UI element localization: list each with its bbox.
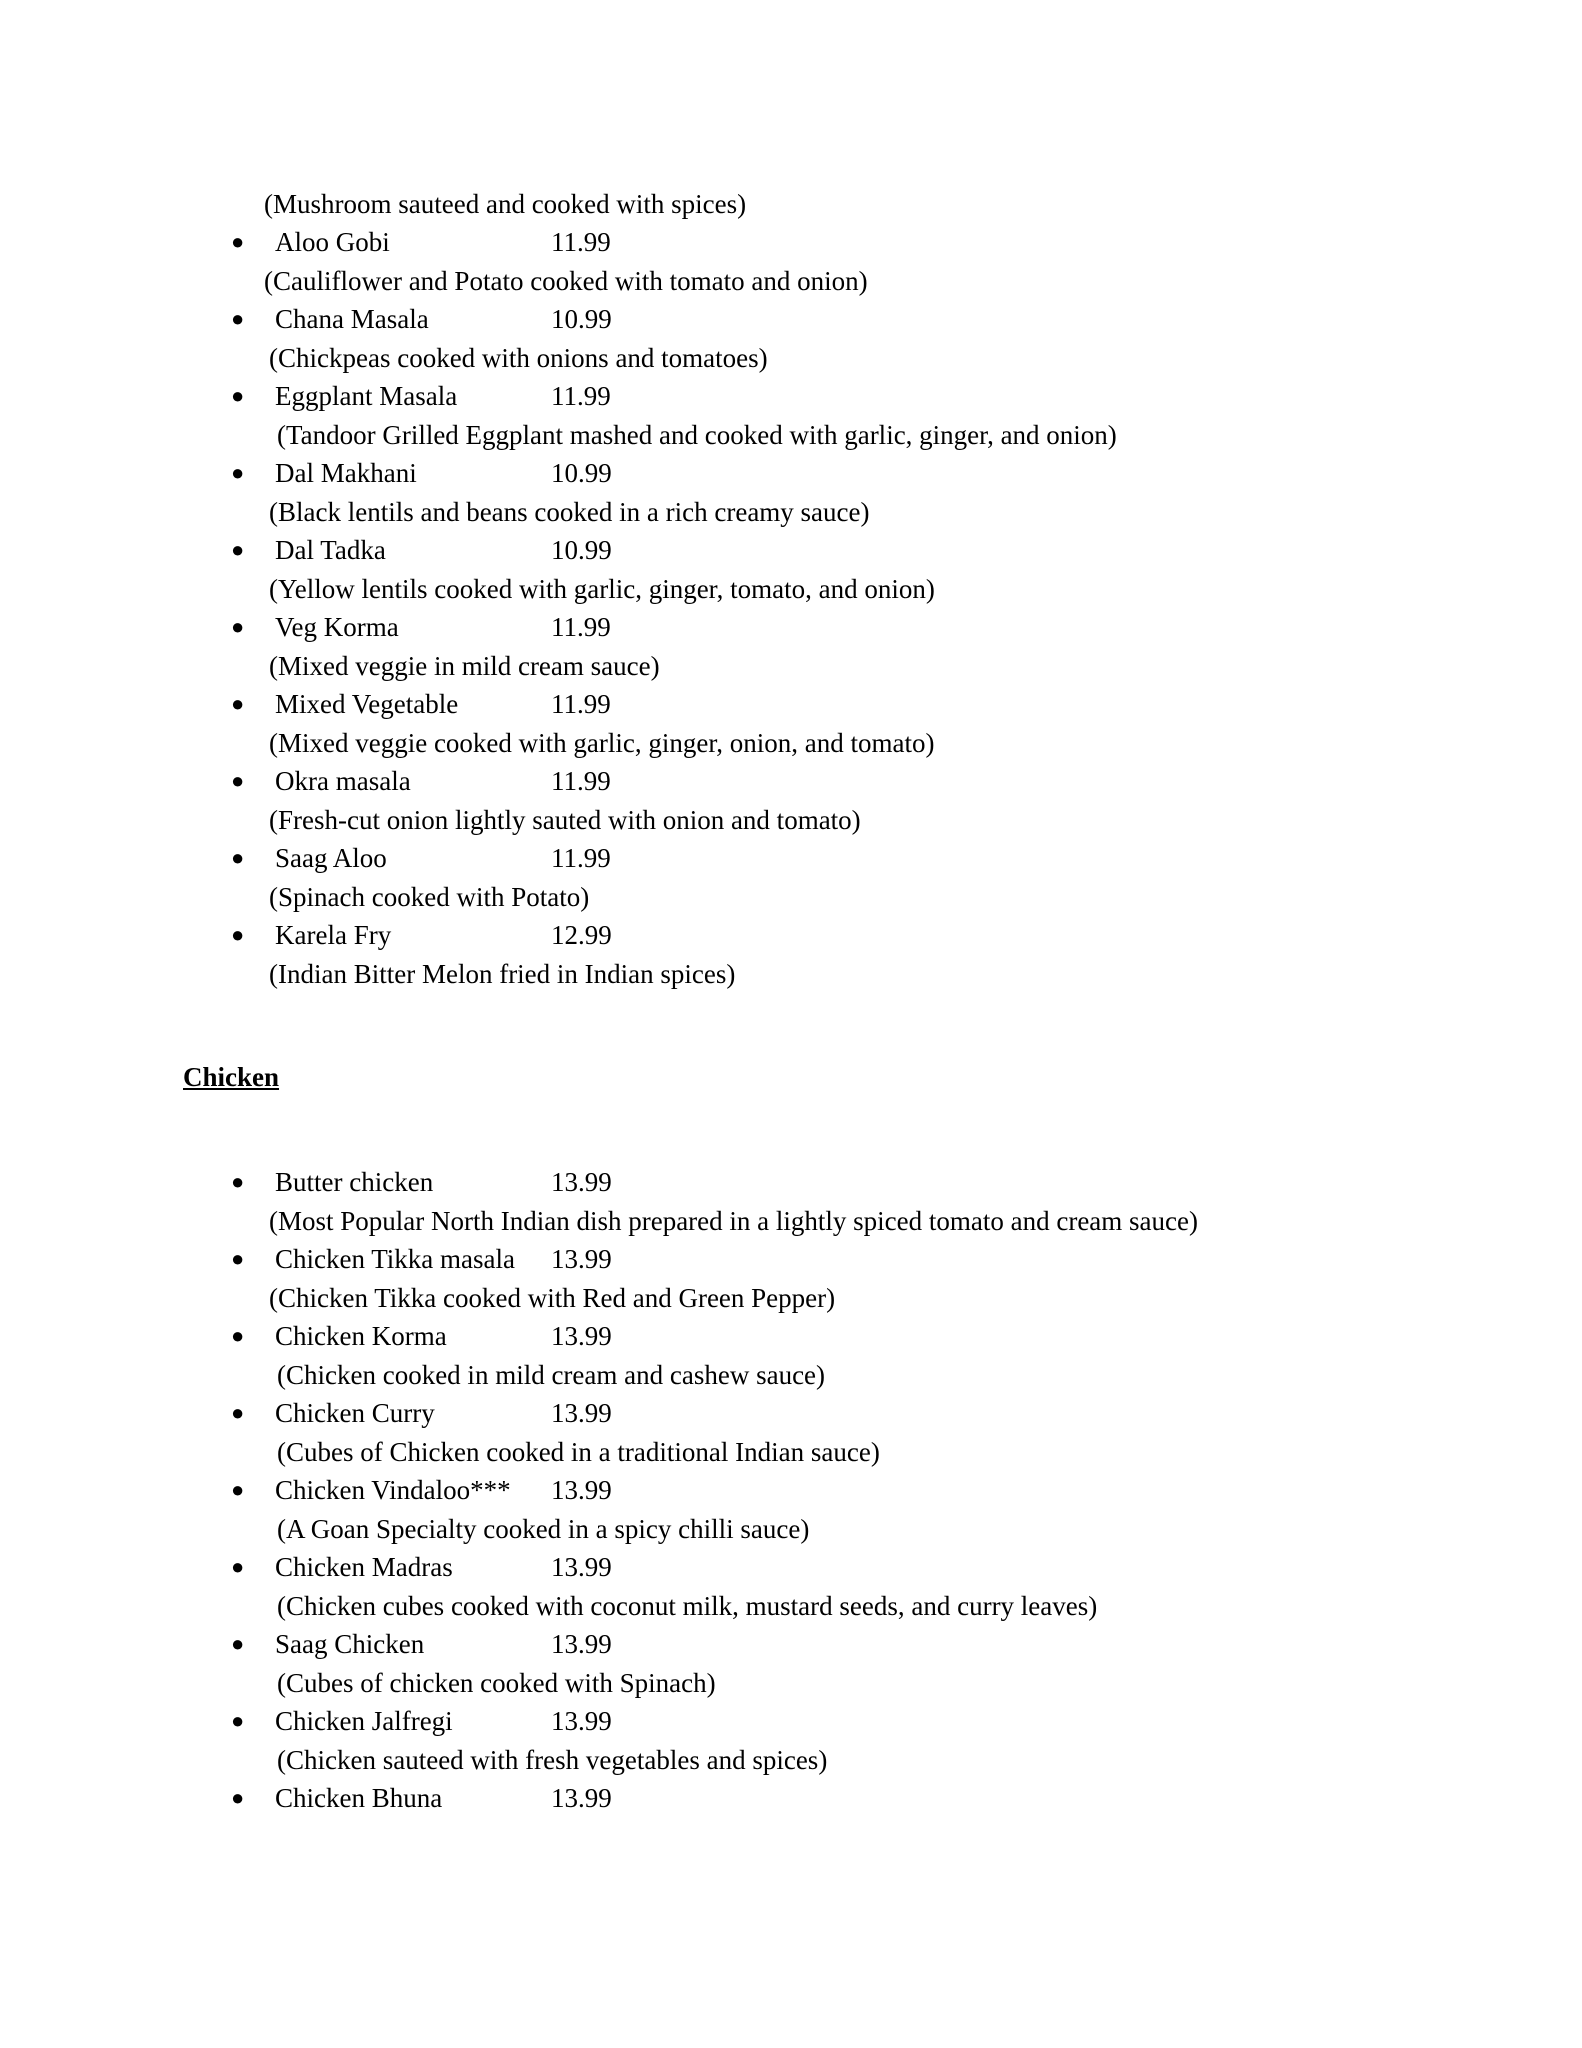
item-description: (Chicken cooked in mild cream and cashew sauce) — [277, 1360, 826, 1390]
bullet-icon: ● — [231, 306, 245, 331]
item-description: (Tandoor Grilled Eggplant mashed and cooked with garlic, ginger, and onion) — [277, 420, 1117, 450]
item-price: 13.99 — [551, 1475, 612, 1505]
item-description: (Cauliflower and Potato cooked with tomato and onion) — [264, 266, 868, 296]
item-name: Karela Fry — [275, 920, 392, 950]
item-description: (A Goan Specialty cooked in a spicy chilli sauce) — [277, 1514, 810, 1544]
bullet-icon: ● — [231, 1708, 245, 1733]
item-price: 11.99 — [551, 227, 611, 257]
item-price: 12.99 — [551, 920, 612, 950]
item-description: (Chicken cubes cooked with coconut milk, mustard seeds, and curry leaves) — [277, 1591, 1098, 1621]
item-price: 13.99 — [551, 1321, 612, 1351]
item-price: 11.99 — [551, 612, 611, 642]
item-price: 11.99 — [551, 766, 611, 796]
item-description: (Chicken sauteed with fresh vegetables and spices) — [277, 1745, 828, 1775]
item-description: (Chicken Tikka cooked with Red and Green Pepper) — [269, 1283, 836, 1313]
item-name: Chicken Vindaloo*** — [275, 1475, 511, 1505]
bullet-icon: ● — [231, 845, 245, 870]
item-name: Dal Tadka — [275, 535, 386, 565]
item-price: 13.99 — [551, 1706, 612, 1736]
item-description: (Indian Bitter Melon fried in Indian spices) — [269, 959, 736, 989]
item-description: (Spinach cooked with Potato) — [269, 882, 590, 912]
bullet-icon: ● — [231, 229, 245, 254]
item-price: 13.99 — [551, 1783, 612, 1813]
bullet-icon: ● — [231, 1554, 245, 1579]
item-name: Chicken Korma — [275, 1321, 447, 1351]
item-name: Aloo Gobi — [275, 227, 390, 257]
item-name: Chicken Tikka masala — [275, 1244, 515, 1274]
bullet-icon: ● — [231, 614, 245, 639]
bullet-icon: ● — [231, 1400, 245, 1425]
item-description: (Mixed veggie in mild cream sauce) — [269, 651, 660, 681]
item-name: Chicken Curry — [275, 1398, 435, 1428]
item-name: Dal Makhani — [275, 458, 417, 488]
item-price: 13.99 — [551, 1244, 612, 1274]
item-description: (Mushroom sauteed and cooked with spices) — [264, 189, 747, 219]
item-price: 13.99 — [551, 1167, 612, 1197]
item-name: Saag Aloo — [275, 843, 387, 873]
item-name: Chana Masala — [275, 304, 429, 334]
bullet-icon: ● — [231, 1169, 245, 1194]
item-name: Saag Chicken — [275, 1629, 425, 1659]
bullet-icon: ● — [231, 922, 245, 947]
bullet-icon: ● — [231, 537, 245, 562]
bullet-icon: ● — [231, 1631, 245, 1656]
item-description: (Most Popular North Indian dish prepared in a lightly spiced tomato and cream sauce) — [269, 1206, 1198, 1236]
bullet-icon: ● — [231, 768, 245, 793]
item-description: (Cubes of chicken cooked with Spinach) — [277, 1668, 716, 1698]
item-name: Chicken Bhuna — [275, 1783, 443, 1813]
item-price: 13.99 — [551, 1629, 612, 1659]
bullet-icon: ● — [231, 383, 245, 408]
item-price: 13.99 — [551, 1398, 612, 1428]
item-name: Eggplant Masala — [275, 381, 458, 411]
item-description: (Mixed veggie cooked with garlic, ginger, onion, and tomato) — [269, 728, 935, 758]
bullet-icon: ● — [231, 1323, 245, 1348]
item-price: 10.99 — [551, 535, 612, 565]
item-name: Veg Korma — [275, 612, 399, 642]
item-name: Mixed Vegetable — [275, 689, 459, 719]
bullet-icon: ● — [231, 691, 245, 716]
item-price: 11.99 — [551, 843, 611, 873]
bullet-icon: ● — [231, 1246, 245, 1271]
item-name: Chicken Madras — [275, 1552, 453, 1582]
item-price: 10.99 — [551, 458, 612, 488]
item-price: 11.99 — [551, 689, 611, 719]
bullet-icon: ● — [231, 460, 245, 485]
bullet-icon: ● — [231, 1785, 245, 1810]
item-description: (Cubes of Chicken cooked in a traditional Indian sauce) — [277, 1437, 880, 1467]
item-name: Butter chicken — [275, 1167, 434, 1197]
item-price: 10.99 — [551, 304, 612, 334]
item-description: (Fresh-cut onion lightly sauted with onion and tomato) — [269, 805, 861, 835]
item-description: (Chickpeas cooked with onions and tomatoes) — [269, 343, 768, 373]
bullet-icon: ● — [231, 1477, 245, 1502]
item-name: Okra masala — [275, 766, 411, 796]
section-heading-chicken: Chicken — [183, 1062, 280, 1092]
item-price: 11.99 — [551, 381, 611, 411]
item-price: 13.99 — [551, 1552, 612, 1582]
item-name: Chicken Jalfregi — [275, 1706, 453, 1736]
item-description: (Black lentils and beans cooked in a rich creamy sauce) — [269, 497, 870, 527]
item-description: (Yellow lentils cooked with garlic, ginger, tomato, and onion) — [269, 574, 935, 604]
